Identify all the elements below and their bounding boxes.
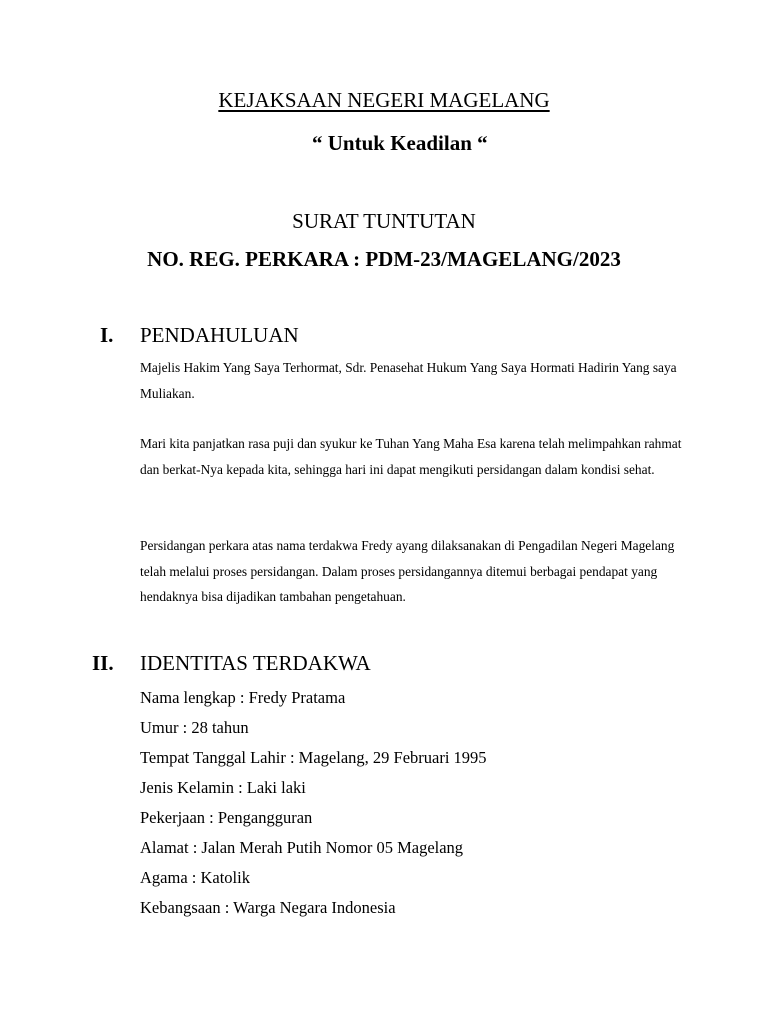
motto: “ Untuk Keadilan “ <box>312 131 488 155</box>
section-2-number: II. <box>92 651 114 675</box>
identity-religion: Agama : Katolik <box>140 868 250 887</box>
identity-address: Alamat : Jalan Merah Putih Nomor 05 Magelang <box>140 838 464 857</box>
defendant-identity-list <box>140 683 487 923</box>
institution-name: KEJAKSAAN NEGERI MAGELANG <box>218 88 550 112</box>
section-1-number: I. <box>100 323 114 347</box>
intro-paragraph-3: Persidangan perkara atas nama terdakwa Fredy ayang dilaksanakan di Pengadilan Negeri Magelang telah melalui proses persidangan. Dalam proses persidangannya ditemui berbagai pendapat yang hendaknya bisa dijadikan tambahan pengetahuan. <box>140 538 675 604</box>
identity-occupation: Pekerjaan : Pengangguran <box>140 808 313 827</box>
identity-gender: Jenis Kelamin : Laki laki <box>140 778 306 797</box>
intro-paragraph-1: Majelis Hakim Yang Saya Terhormat, Sdr. Penasehat Hukum Yang Saya Hormati Hadirin Yang saya Muliakan. <box>140 360 677 401</box>
identity-birth-place-date: Tempat Tanggal Lahir : Magelang, 29 Februari 1995 <box>140 748 487 767</box>
section-2-heading: IDENTITAS TERDAKWA <box>140 651 371 675</box>
case-registration-number: NO. REG. PERKARA : PDM-23/MAGELANG/2023 <box>147 247 621 271</box>
document-title: SURAT TUNTUTAN <box>292 209 476 233</box>
identity-full-name: Nama lengkap : Fredy Pratama <box>140 688 346 707</box>
identity-nationality: Kebangsaan : Warga Negara Indonesia <box>140 898 396 917</box>
identity-age: Umur : 28 tahun <box>140 718 249 737</box>
intro-paragraph-2: Mari kita panjatkan rasa puji dan syukur ke Tuhan Yang Maha Esa karena telah melimpahkan rahmat dan berkat-Nya kepada kita, sehingga hari ini dapat mengikuti persidangan dalam kondisi sehat. <box>140 436 682 477</box>
section-1-heading: PENDAHULUAN <box>140 323 299 347</box>
